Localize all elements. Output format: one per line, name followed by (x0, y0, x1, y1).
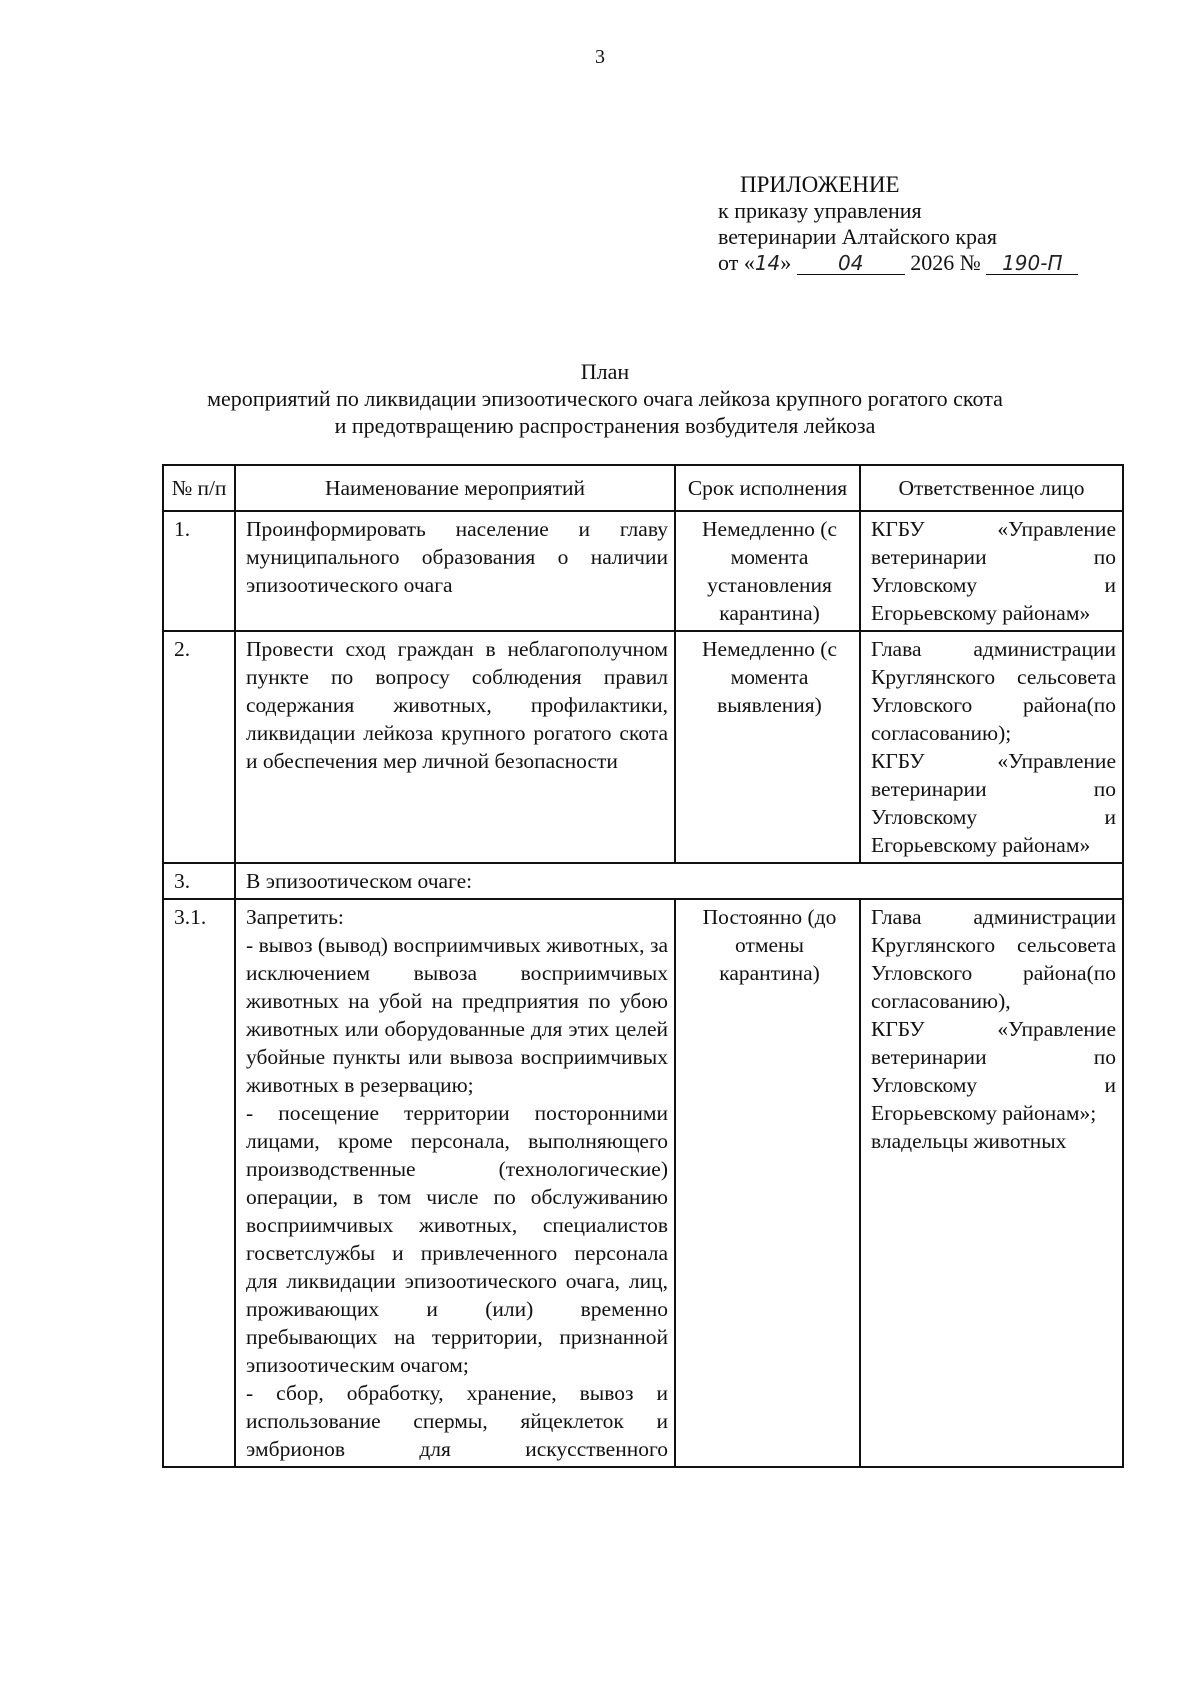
handwritten-number: 190-П (1002, 251, 1063, 275)
row-term: Немедленно (с момента установления карантина) (675, 511, 860, 631)
row-name: Провести сход граждан в неблагополучном пункте по вопросу соблюдения правил содержания животных, профилактики, ликвидации лейкоза крупного рогатого скота и обеспечения мер личной безопасности (235, 631, 675, 863)
row-name (235, 899, 675, 1467)
prohibition-item: - сбор, обработку, хранение, вывоз и использование спермы, яйцеклеток и эмбрионов для искусственного (246, 1381, 668, 1461)
number-blank (986, 250, 1078, 275)
responsible-party: Глава администрации Круглянского сельсовета Угловского района(по согласованию), (871, 905, 1116, 1013)
header-term: Срок исполнения (675, 465, 860, 511)
number-sign: № (959, 250, 981, 275)
header-name: Наименование мероприятий (235, 465, 675, 511)
row-responsible (860, 631, 1123, 863)
plan-subtitle-1: мероприятий по ликвидации эпизоотического очага лейкоза крупного рогатого скота (207, 386, 1003, 411)
table-section-row (163, 863, 1123, 899)
prohibition-item: - вывоз (вывод) восприимчивых животных, за исключением вывоза восприимчивых животных на убой на предприятия по убою животных или оборудованные для этих целей убойные пункты или вывоза восприимчивых животных в резервацию; (246, 933, 668, 1097)
table-row (163, 511, 1123, 631)
plan-title: План (580, 359, 630, 384)
page-number: 3 (595, 46, 605, 68)
row-responsible (860, 899, 1123, 1467)
table-row (163, 899, 1123, 1467)
order-year: 2026 (910, 250, 955, 275)
plan-subtitle-2: и предотвращению распространения возбудителя лейкоза (334, 413, 876, 438)
table-row (163, 631, 1123, 863)
section-title: В эпизоотическом очаге: (235, 863, 1123, 899)
row-term: Немедленно (с момента выявления) (675, 631, 860, 863)
header-responsible: Ответственное лицо (860, 465, 1123, 511)
date-quote-close: » (780, 250, 792, 275)
handwritten-day: 14 (754, 251, 781, 275)
responsible-party: КГБУ «Управление ветеринарии по Угловскому и Егорьевскому районам»; (871, 1017, 1116, 1125)
row-term: Постоянно (до отмены карантина) (675, 899, 860, 1467)
responsible-party: КГБУ «Управление ветеринарии по Угловскому и Егорьевскому районам» (871, 749, 1116, 857)
handwritten-month: 04 (838, 251, 864, 275)
responsible-party: владельцы животных (871, 1129, 1067, 1153)
row-num: 3. (163, 863, 235, 899)
plan-title-block (150, 358, 1060, 439)
row-num: 3.1. (163, 899, 235, 1467)
prohibition-item: - посещение территории посторонними лицами, кроме персонала, выполняющего производственные (технологические) операции, в том числе по обслуживанию восприимчивых животных, специалистов госветслужбы и привлеченного персонала для ликвидации эпизоотического очага, лиц, проживающих и (или) временно пребывающих на территории, признанной эпизоотическим очагом; (246, 1101, 668, 1377)
row-name: Проинформировать население и главу муниципального образования о наличии эпизоотического очага (235, 511, 675, 631)
header-num: № п/п (163, 465, 235, 511)
responsible-party: Глава администрации Круглянского сельсовета Угловского района(по согласованию); (871, 637, 1116, 745)
appendix-line-1: к приказу управления (718, 198, 922, 223)
row-responsible: КГБУ «Управление ветеринарии по Угловскому и Егорьевскому районам» (860, 511, 1123, 631)
row-num: 1. (163, 511, 235, 631)
appendix-header (718, 172, 1078, 276)
date-prefix: от « (718, 250, 755, 275)
table-header-row (163, 465, 1123, 511)
order-date-line (718, 250, 1078, 276)
measures-table (162, 464, 1124, 1468)
appendix-line-2: ветеринарии Алтайского края (718, 224, 997, 249)
prohibition-intro: Запретить: (246, 905, 344, 929)
month-blank (797, 250, 905, 275)
appendix-title: ПРИЛОЖЕНИЕ (740, 172, 900, 197)
row-num: 2. (163, 631, 235, 863)
